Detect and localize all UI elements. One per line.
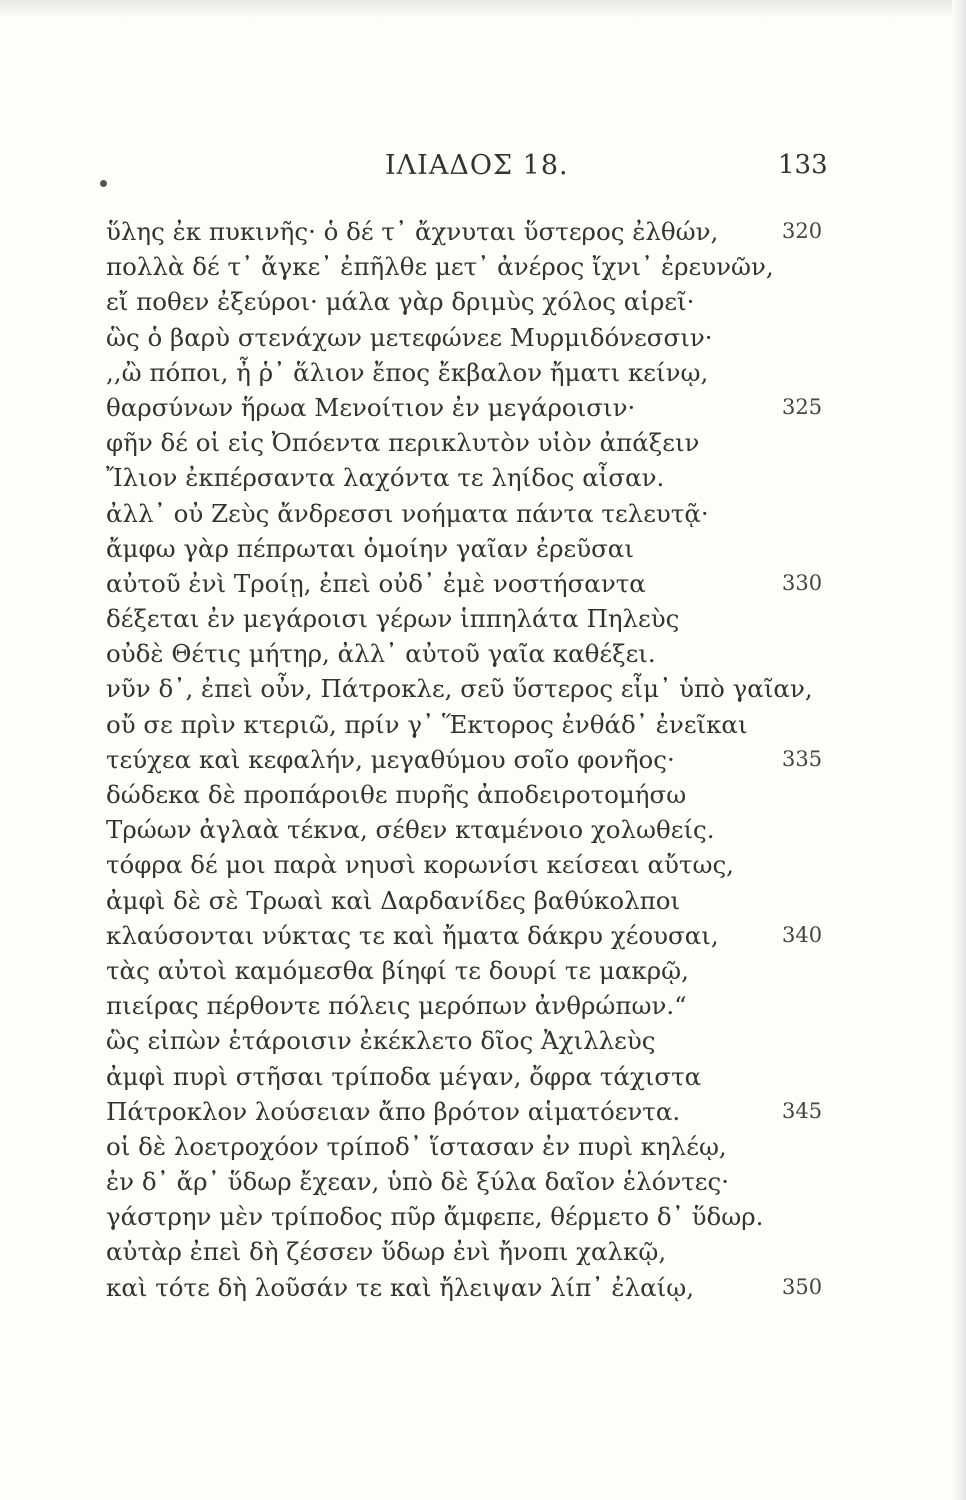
verse-text: καὶ τότε δὴ λοῦσάν τε καὶ ἤλειψαν λίπ᾽ ἐλαίῳ, (106, 1272, 695, 1302)
verse-text: πολλὰ δέ τ᾽ ἄγκε᾽ ἐπῆλθε μετ᾽ ἀνέρος ἴχνι᾽ ἐρευνῶν, (106, 252, 774, 282)
verse-text: νῦν δ᾽, ἐπεὶ οὖν, Πάτροκλε, σεῦ ὕστερος εἶμ᾽ ὑπὸ γαῖαν, (106, 674, 813, 704)
page-edge-right (952, 0, 966, 1500)
verse-line (106, 390, 846, 425)
verse-line (106, 531, 846, 566)
page-number: 133 (778, 150, 828, 180)
verse-text: θαρσύνων ἥρωα Μενοίτιον ἐν μεγάροισιν· (106, 392, 636, 422)
verse-line (106, 883, 846, 918)
running-title: ΙΛΙΑΔΟΣ 18. (385, 150, 569, 181)
verse-line (106, 425, 846, 460)
verse-text: δώδεκα δὲ προπάροιθε πυρῆς ἀποδειροτομήσω (106, 780, 687, 809)
verse-text: γάστρην μὲν τρίποδος πῦρ ἄμφεπε, θέρμετο δ᾽ ὕδωρ. (106, 1202, 764, 1232)
verse-text: αὐτοῦ ἐνὶ Τροίῃ, ἐπεὶ οὐδ᾽ ἐμὲ νοστήσαντα (106, 568, 646, 598)
verse-text: ἐν δ᾽ ἄρ᾽ ὕδωρ ἔχεαν, ὑπὸ δὲ ξύλα δαῖον ἑλόντες· (106, 1167, 729, 1197)
line-number: 345 (782, 1098, 823, 1123)
verse-text: δέξεται ἐν μεγάροισι γέρων ἱππηλάτα Πηλεὺς (106, 604, 680, 634)
verse-line (106, 214, 846, 249)
verse-line (106, 460, 846, 495)
verse-text: ,,ὢ πόποι, ἦ ῥ᾽ ἅλιον ἔπος ἔκβαλον ἤματι κείνῳ, (106, 357, 709, 387)
verse-text: κλαύσονται νύκτας τε καὶ ἤματα δάκρυ χέουσαι, (106, 920, 719, 950)
page-edge-top (0, 0, 966, 18)
line-number: 325 (782, 394, 823, 419)
verse-line (106, 496, 846, 531)
verse-text: Πάτροκλον λούσειαν ἄπο βρότον αἱματόεντα. (106, 1096, 681, 1126)
verse-text: Ἴλιον ἐκπέρσαντα λαχόντα τε ληίδος αἶσαν. (106, 463, 665, 493)
verse-text: ἄμφω γὰρ πέπρωται ὁμοίην γαῖαν ἐρεῦσαι (106, 533, 634, 563)
line-number: 340 (782, 922, 823, 947)
verse-line (106, 742, 846, 777)
verse-text: ὕλης ἐκ πυκινῆς· ὁ δέ τ᾽ ἄχνυται ὕστερος ἐλθών, (106, 217, 719, 246)
verse-text: οἱ δὲ λοετροχόον τρίποδ᾽ ἵστασαν ἐν πυρὶ κηλέῳ, (106, 1131, 727, 1161)
verse-line (106, 812, 846, 847)
verse-line (106, 707, 846, 742)
verse-line (106, 249, 846, 284)
verse-line (106, 1023, 846, 1058)
line-number: 330 (782, 570, 823, 595)
verse-line (106, 601, 846, 636)
verse-line (106, 1059, 846, 1094)
verse-line (106, 1129, 846, 1164)
line-number: 335 (782, 746, 823, 771)
verse-text: τὰς αὐτοὶ καμόμεσθα βίηφί τε δουρί τε μακρῷ, (106, 955, 689, 985)
verse-line (106, 953, 846, 988)
verse-text: πιείρας πέρθοντε πόλεις μερόπων ἀνθρώπων.“ (106, 991, 687, 1021)
line-number: 350 (782, 1274, 823, 1299)
verse-text: τόφρα δέ μοι παρὰ νηυσὶ κορωνίσι κείσεαι αὔτως, (106, 850, 734, 880)
verse-line (106, 355, 846, 390)
verse-text: Τρώων ἀγλαὰ τέκνα, σέθεν κταμένοιο χολωθείς. (106, 815, 715, 845)
verse-line (106, 671, 846, 706)
verse-text: ὣς εἰπὼν ἑτάροισιν ἐκέκλετο δῖος Ἀχιλλεὺς (106, 1026, 656, 1056)
verse-line (106, 1270, 846, 1305)
verse-line (106, 777, 846, 812)
running-header (0, 150, 966, 190)
verse-line (106, 284, 846, 319)
verse-text: ἀλλ᾽ οὐ Ζεὺς ἄνδρεσσι νοήματα πάντα τελευτᾷ· (106, 498, 709, 528)
verse-line (106, 320, 846, 355)
verse-text: ἀμφὶ πυρὶ στῆσαι τρίποδα μέγαν, ὄφρα τάχιστα (106, 1061, 702, 1091)
verse-text: ὣς ὁ βαρὺ στενάχων μετεφώνεε Μυρμιδόνεσσιν· (106, 322, 713, 352)
verse-line (106, 918, 846, 953)
verse-line (106, 1234, 846, 1269)
verse-text: φῆν δέ οἱ εἰς Ὀπόεντα περικλυτὸν υἱὸν ἀπάξειν (106, 428, 700, 458)
verse-line (106, 636, 846, 671)
verse-line (106, 988, 846, 1023)
verse-line (106, 1199, 846, 1234)
verse-text: οὐδὲ Θέτις μήτηρ, ἀλλ᾽ αὐτοῦ γαῖα καθέξει. (106, 639, 656, 669)
verse-text: τεύχεα καὶ κεφαλήν, μεγαθύμου σοῖο φονῆος· (106, 744, 675, 774)
verse-line (106, 566, 846, 601)
verse-text: οὔ σε πρὶν κτεριῶ, πρίν γ᾽ Ἕκτορος ἐνθάδ᾽ ἐνεῖκαι (106, 709, 748, 739)
bullet-mark (100, 180, 107, 187)
line-number: 320 (782, 219, 823, 243)
verse-line (106, 847, 846, 882)
verse-block (106, 214, 846, 1305)
verse-text: αὐτὰρ ἐπεὶ δὴ ζέσσεν ὕδωρ ἐνὶ ἤνοπι χαλκῷ, (106, 1237, 667, 1267)
verse-line (106, 1094, 846, 1129)
verse-line (106, 1164, 846, 1199)
verse-text: ἀμφὶ δὲ σὲ Τρωαὶ καὶ Δαρδανίδες βαθύκολποι (106, 885, 681, 915)
verse-text: εἴ ποθεν ἐξεύροι· μάλα γὰρ δριμὺς χόλος αἱρεῖ· (106, 287, 695, 317)
